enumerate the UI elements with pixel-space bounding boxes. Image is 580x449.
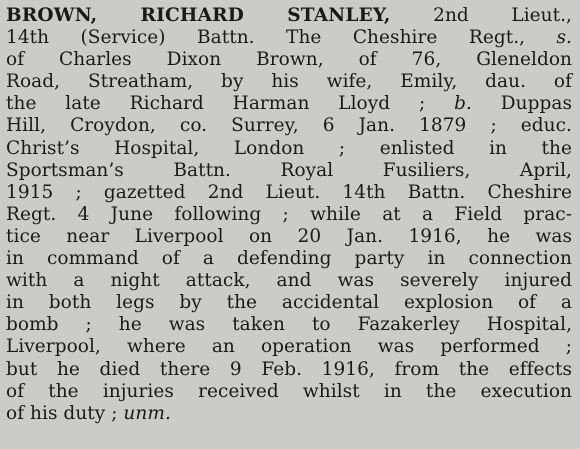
text-line bbox=[6, 182, 572, 204]
text-segment: of his duty ; bbox=[6, 402, 124, 424]
text-segment: 14th (Service) Battn. The Cheshire Regt., bbox=[6, 27, 557, 49]
text-line bbox=[6, 138, 572, 160]
text-segment: Duppas bbox=[471, 93, 572, 115]
italic-abbreviation: s. bbox=[556, 27, 572, 49]
text-line bbox=[6, 381, 572, 403]
text-segment: in command of a defending party in connection bbox=[6, 248, 572, 270]
entry-name: BROWN, RICHARD STANLEY, bbox=[6, 5, 391, 26]
text-line bbox=[6, 314, 572, 336]
italic-abbreviation: b. bbox=[454, 93, 472, 115]
text-line bbox=[6, 403, 572, 425]
text-segment: but he died there 9 Feb. 1916, from the effects bbox=[6, 358, 572, 380]
text-line bbox=[6, 204, 572, 226]
text-line bbox=[6, 5, 572, 27]
text-line bbox=[6, 248, 572, 270]
text-segment: Hill, Croydon, co. Surrey, 6 Jan. 1879 ; educ. bbox=[6, 115, 572, 137]
text-segment: Road, Streatham, by his wife, Emily, dau. of bbox=[6, 71, 572, 93]
italic-abbreviation: unm. bbox=[123, 402, 171, 424]
text-segment: bomb ; he was taken to Fazakerley Hospital, bbox=[6, 314, 572, 336]
text-line bbox=[6, 226, 572, 248]
text-segment: 1915 ; gazetted 2nd Lieut. 14th Battn. Cheshire bbox=[6, 181, 572, 203]
text-segment: of Charles Dixon Brown, of 76, Gleneldon bbox=[6, 49, 572, 71]
text-line bbox=[6, 115, 572, 137]
text-line bbox=[6, 27, 572, 49]
text-segment: 2nd Lieut., bbox=[390, 5, 572, 26]
text-segment: in both legs by the accidental explosion of a bbox=[6, 292, 572, 314]
biographical-entry bbox=[6, 5, 572, 425]
text-line bbox=[6, 270, 572, 292]
text-segment: Liverpool, where an operation was performed ; bbox=[6, 336, 572, 358]
text-line bbox=[6, 359, 572, 381]
text-segment: the late Richard Harman Lloyd ; bbox=[6, 93, 455, 115]
text-line bbox=[6, 49, 572, 71]
text-line bbox=[6, 93, 572, 115]
text-line bbox=[6, 71, 572, 93]
text-segment: Sportsman’s Battn. Royal Fusiliers, April, bbox=[6, 159, 572, 181]
text-segment: with a night attack, and was severely injured bbox=[6, 270, 572, 292]
text-line bbox=[6, 160, 572, 182]
text-segment: of the injuries received whilst in the execution bbox=[6, 380, 572, 402]
text-segment: tice near Liverpool on 20 Jan. 1916, he was bbox=[6, 225, 572, 247]
text-line bbox=[6, 292, 572, 314]
text-line bbox=[6, 336, 572, 358]
text-segment: Christ’s Hospital, London ; enlisted in the bbox=[6, 137, 572, 159]
text-segment: Regt. 4 June following ; while at a Field prac- bbox=[6, 203, 572, 225]
